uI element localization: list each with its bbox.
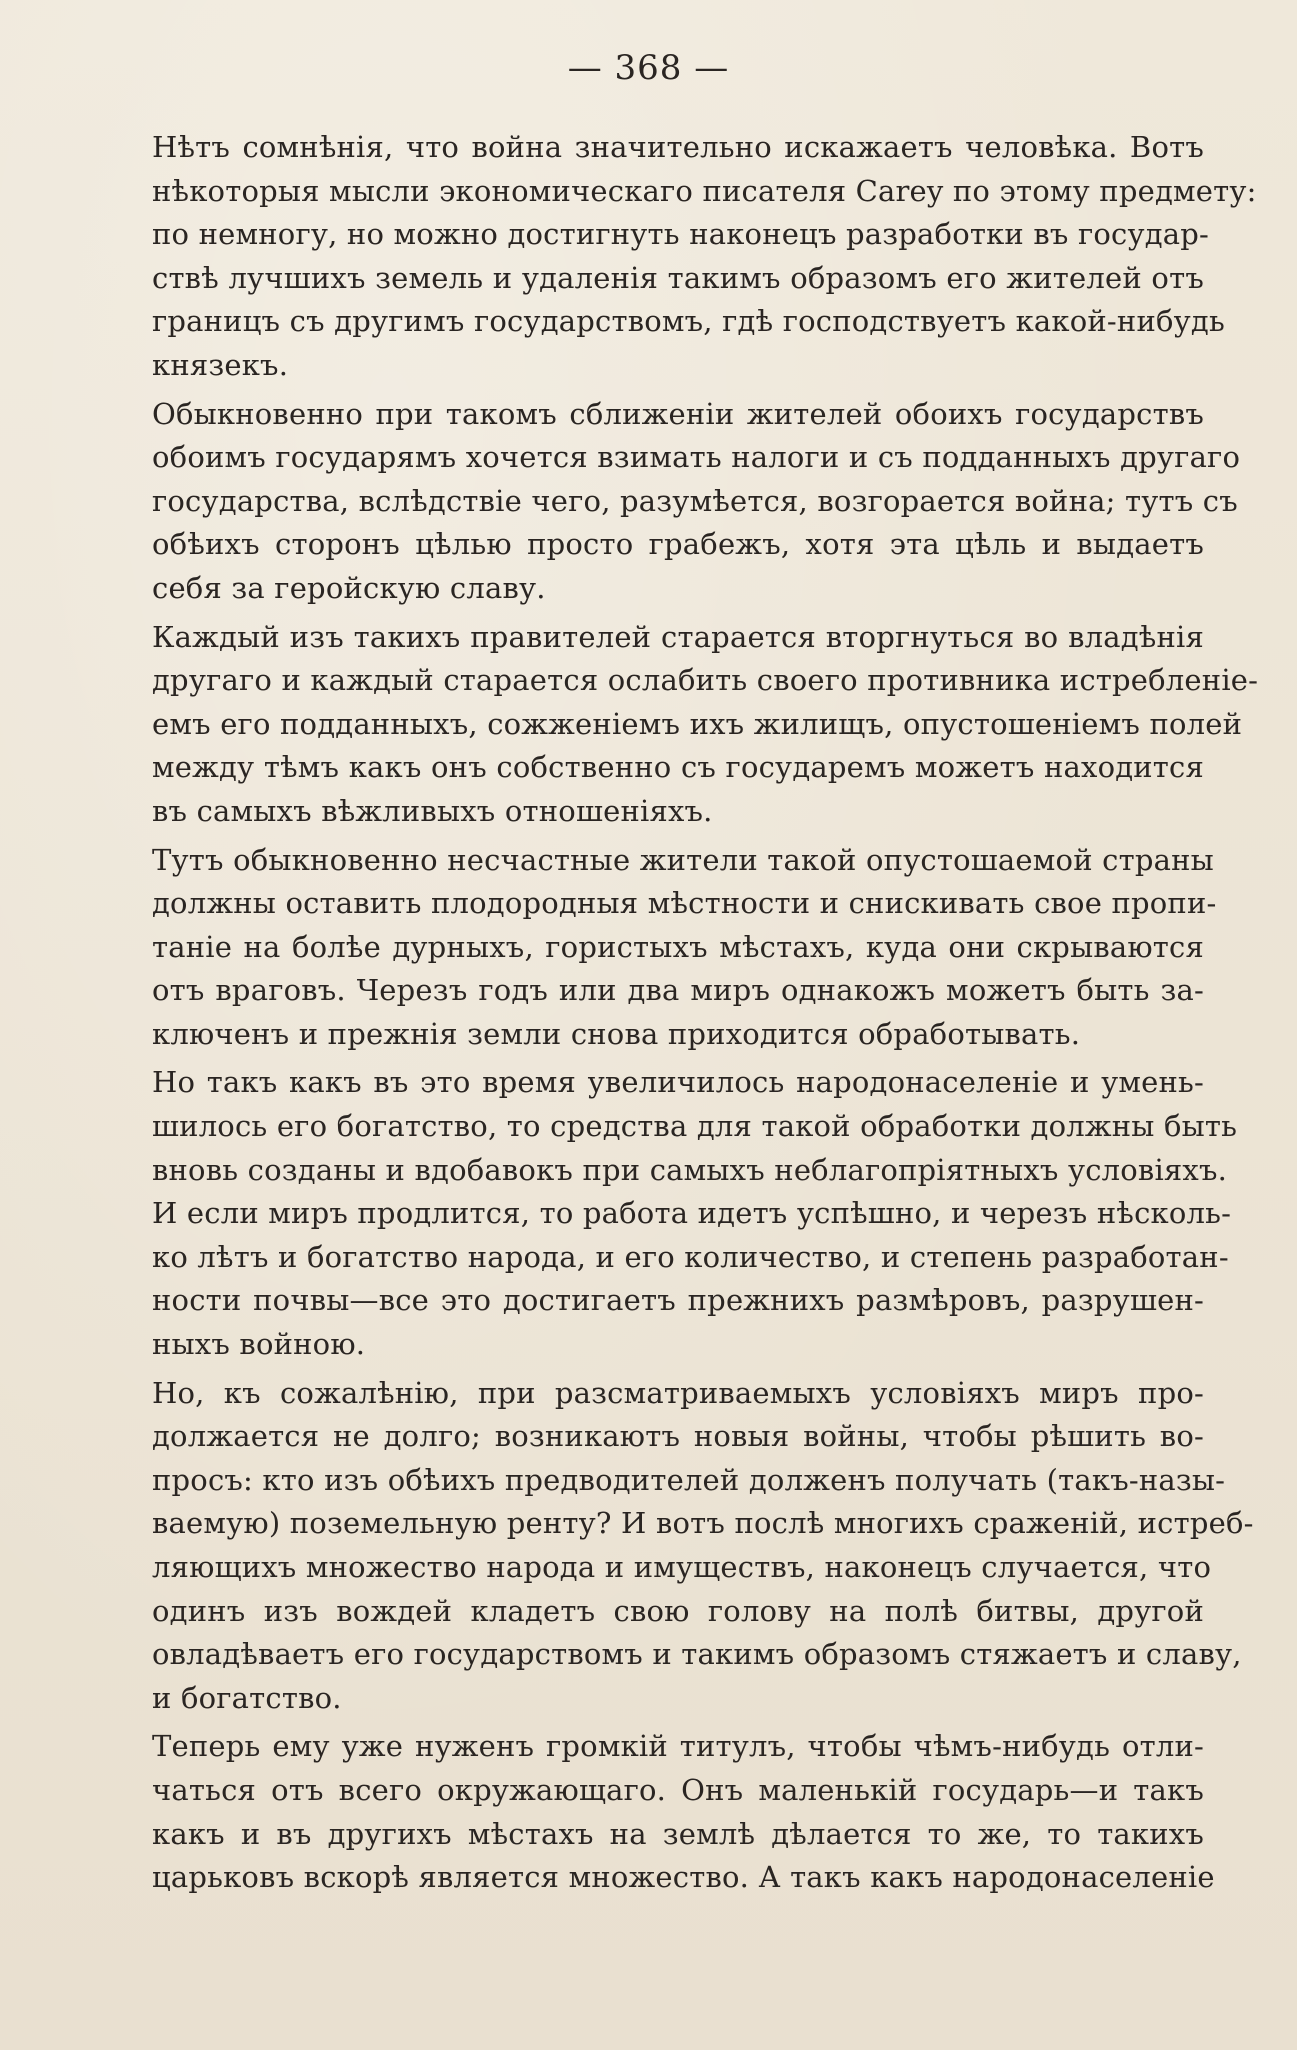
text-line: царьковъ вскорѣ является множество. А такъ какъ народонаселеніе [152,1860,1215,1895]
text-line: должны оставить плодородныя мѣстности и снискивать свое пропи- [152,886,1217,921]
text-line: ности почвы—все это достигаетъ прежнихъ размѣровъ, разрушен- [152,1283,1204,1318]
text-line: отъ враговъ. Черезъ годъ или два миръ однакожъ можетъ быть за- [152,973,1204,1008]
text-line: вновь созданы и вдобавокъ при самыхъ неблагопріятныхъ условіяхъ. [152,1152,1228,1187]
text-line: Но такъ какъ въ это время увеличилось народонаселеніе и умень- [152,1065,1204,1100]
text-line: Обыкновенно при такомъ сближеніи жителей обоихъ государствъ [152,396,1204,431]
paragraph [152,126,1257,388]
text-line: овладѣваетъ его государствомъ и такимъ образомъ стяжаетъ и славу, [152,1637,1242,1672]
text-line: обѣихъ сторонъ цѣлью просто грабежъ, хотя эта цѣль и выдаетъ [152,527,1204,562]
page-number: — 368 — [567,48,730,88]
body-text [152,126,1259,1905]
paragraph [152,1372,1254,1721]
text-line: государства, вслѣдствіе чего, разумѣется, возгорается война; тутъ съ [152,483,1238,518]
text-line: ствѣ лучшихъ земель и удаленія такимъ образомъ его жителей отъ [152,260,1204,295]
text-line: таніе на болѣе дурныхъ, гористыхъ мѣстахъ, куда они скрываются [152,929,1204,964]
text-line: ляющихъ множество народа и имуществъ, наконецъ случается, что [152,1550,1212,1584]
text-line: Нѣтъ сомнѣнія, что война значительно искажаетъ человѣка. Вотъ [152,130,1204,164]
text-line: князекъ. [152,347,289,382]
text-line: между тѣмъ какъ онъ собственно съ государемъ можетъ находится [152,750,1204,785]
text-line: И если миръ продлится, то работа идетъ успѣшно, и черезъ нѣсколь- [152,1196,1232,1231]
text-line: Тутъ обыкновенно несчастные жители такой опустошаемой страны [152,842,1214,877]
text-line: и богатство. [152,1680,342,1715]
text-line: шилось его богатство, то средства для такой обработки должны быть [152,1109,1238,1144]
text-line: ваемую) поземельную ренту? И вотъ послѣ многихъ сраженій, истреб- [152,1506,1254,1541]
text-line: ныхъ войною. [152,1327,366,1362]
paragraph [152,616,1259,834]
text-line: границъ съ другимъ государствомъ, гдѣ господствуетъ какой-нибудь [152,304,1225,339]
text-line: Теперь ему уже нуженъ громкій титулъ, чтобы чѣмъ-нибудь отли- [152,1729,1204,1764]
text-line: себя за геройскую славу. [152,570,546,605]
paragraph [152,839,1217,1057]
text-line: обоимъ государямъ хочется взимать налоги и съ подданныхъ другаго [152,440,1241,475]
text-line: другаго и каждый старается ослабить своего противника истребленіе- [152,663,1259,698]
text-line: Но, къ сожалѣнію, при разсматриваемыхъ условіяхъ миръ про- [152,1375,1204,1410]
text-line: какъ и въ другихъ мѣстахъ на землѣ дѣлается то же, то такихъ [152,1816,1204,1851]
text-line: ключенъ и прежнія земли снова приходится обработывать. [152,1016,1081,1051]
text-line: чаться отъ всего окружающаго. Онъ маленькій государь—и такъ [152,1772,1204,1807]
text-line: по немногу, но можно достигнуть наконецъ разработки въ государ- [152,217,1210,252]
text-line: въ самыхъ вѣжливыхъ отношеніяхъ. [152,793,713,828]
text-line: одинъ изъ вождей кладетъ свою голову на полѣ битвы, другой [152,1593,1204,1628]
paragraph [152,1725,1215,1899]
text-line: нѣкоторыя мысли экономическаго писателя Carey по этому предмету: [152,173,1257,208]
text-line: должается не долго; возникаютъ новыя войны, чтобы рѣшить во- [152,1419,1204,1454]
text-line: емъ его подданныхъ, сожженіемъ ихъ жилищъ, опустошеніемъ полей [152,706,1243,741]
text-line: Каждый изъ такихъ правителей старается вторгнуться во владѣнія [152,619,1204,654]
paragraph [152,1061,1238,1366]
paragraph [152,393,1241,611]
text-line: ко лѣтъ и богатство народа, и его количество, и степень разработан- [152,1239,1229,1274]
text-line: просъ: кто изъ обѣихъ предводителей долженъ получать (такъ-назы- [152,1462,1226,1497]
